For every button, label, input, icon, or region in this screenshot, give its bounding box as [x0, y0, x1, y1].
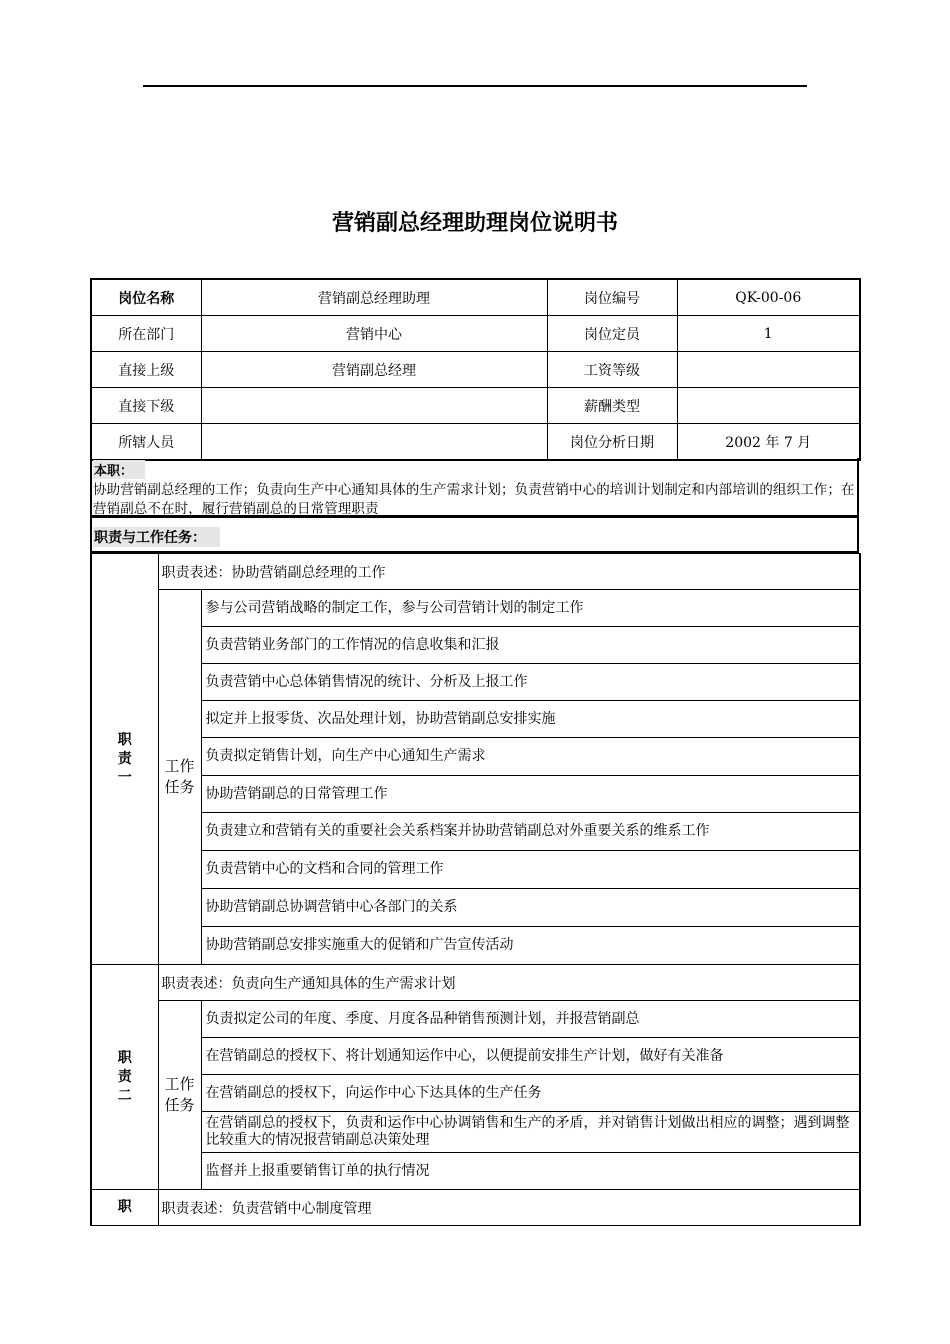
- task-label: 工作 任务: [158, 1001, 201, 1190]
- info-value: [677, 352, 860, 388]
- info-row: [91, 424, 860, 461]
- info-row: [91, 279, 860, 316]
- info-label: 所在部门: [91, 316, 201, 352]
- task-row: [91, 1075, 860, 1112]
- info-label: 工资等级: [547, 352, 677, 388]
- info-row: [91, 316, 860, 352]
- task-item: 负责拟定销售计划，向生产中心通知生产需求: [201, 738, 860, 776]
- info-label: 直接下级: [91, 388, 201, 424]
- duty-name: 职: [91, 1190, 158, 1226]
- duty-desc-row: [91, 554, 860, 590]
- info-value: 2002 年 7 月: [677, 424, 860, 461]
- info-value: 1: [677, 316, 860, 352]
- info-value: 营销副总经理助理: [201, 279, 547, 316]
- info-value: 营销副总经理: [201, 352, 547, 388]
- task-item: 在营销副总的授权下，向运作中心下达具体的生产任务: [201, 1075, 860, 1112]
- info-label: 岗位名称: [91, 279, 201, 316]
- info-row: [91, 352, 860, 388]
- info-label: 岗位编号: [547, 279, 677, 316]
- task-item: 负责营销中心的文档和合同的管理工作: [201, 851, 860, 889]
- task-row: [91, 889, 860, 927]
- task-row: [91, 1001, 860, 1038]
- duty-name: 职 责 二: [91, 965, 158, 1190]
- info-value: QK-00-06: [677, 279, 860, 316]
- task-item: 参与公司营销战略的制定工作，参与公司营销计划的制定工作: [201, 590, 860, 627]
- task-item: 负责拟定公司的年度、季度、月度各品种销售预测计划，并报营销副总: [201, 1001, 860, 1038]
- task-row: [91, 1153, 860, 1190]
- task-item: 负责营销业务部门的工作情况的信息收集和汇报: [201, 627, 860, 664]
- task-row: [91, 590, 860, 627]
- task-label: 工作 任务: [158, 590, 201, 965]
- task-item: 协助营销副总安排实施重大的促销和广告宣传活动: [201, 927, 860, 965]
- task-row: [91, 627, 860, 664]
- task-item: 拟定并上报零货、次品处理计划，协助营销副总安排实施: [201, 701, 860, 738]
- info-value: 营销中心: [201, 316, 547, 352]
- duty-description: 职责表述：协助营销副总经理的工作: [158, 554, 860, 590]
- duty-description: 职责表述：负责向生产通知具体的生产需求计划: [158, 965, 860, 1001]
- info-label: 直接上级: [91, 352, 201, 388]
- header-rule: [143, 85, 807, 87]
- task-item: 协助营销副总的日常管理工作: [201, 776, 860, 813]
- duty-desc-row: [91, 965, 860, 1001]
- duties-section-header: [90, 517, 859, 553]
- info-label: 岗位分析日期: [547, 424, 677, 461]
- task-item: 负责营销中心总体销售情况的统计、分析及上报工作: [201, 664, 860, 701]
- info-label: 岗位定员: [547, 316, 677, 352]
- info-row: [91, 388, 860, 424]
- task-row: [91, 927, 860, 965]
- document-title: 营销副总经理助理岗位说明书: [331, 211, 618, 236]
- task-row: [91, 776, 860, 813]
- core-duty-text: 协助营销副总经理的工作；负责向生产中心通知具体的生产需求计划；负责营销中心的培训计划制定和内部培训的组织工作；在营销副总不在时，履行营销副总的日常管理职责: [93, 482, 855, 517]
- duty-name: 职 责 一: [91, 554, 158, 965]
- info-label: 薪酬类型: [547, 388, 677, 424]
- task-row: [91, 1112, 860, 1153]
- task-item: 协助营销副总协调营销中心各部门的关系: [201, 889, 860, 927]
- task-item: 在营销副总的授权下、将计划通知运作中心，以便提前安排生产计划，做好有关准备: [201, 1038, 860, 1075]
- info-value: [677, 388, 860, 424]
- info-value: [201, 424, 547, 461]
- duty-description: 职责表述：负责营销中心制度管理: [158, 1190, 860, 1226]
- task-row: [91, 701, 860, 738]
- task-item: 负责建立和营销有关的重要社会关系档案并协助营销副总对外重要关系的维系工作: [201, 813, 860, 851]
- core-duty-label: 本职：: [93, 460, 145, 479]
- position-info-table: [90, 278, 861, 461]
- duty-desc-row: [91, 1190, 860, 1226]
- duties-table: [90, 553, 861, 1226]
- task-row: [91, 664, 860, 701]
- task-row: [91, 813, 860, 851]
- task-item: 监督并上报重要销售订单的执行情况: [201, 1153, 860, 1190]
- core-duty-section: [90, 458, 859, 517]
- info-value: [201, 388, 547, 424]
- task-item: 在营销副总的授权下，负责和运作中心协调销售和生产的矛盾，并对销售计划做出相应的调整；遇到调整比较重大的情况报营销副总决策处理: [201, 1112, 860, 1153]
- duties-header-label: 职责与工作任务：: [93, 527, 220, 547]
- info-label: 所辖人员: [91, 424, 201, 461]
- task-row: [91, 738, 860, 776]
- task-row: [91, 1038, 860, 1075]
- task-row: [91, 851, 860, 889]
